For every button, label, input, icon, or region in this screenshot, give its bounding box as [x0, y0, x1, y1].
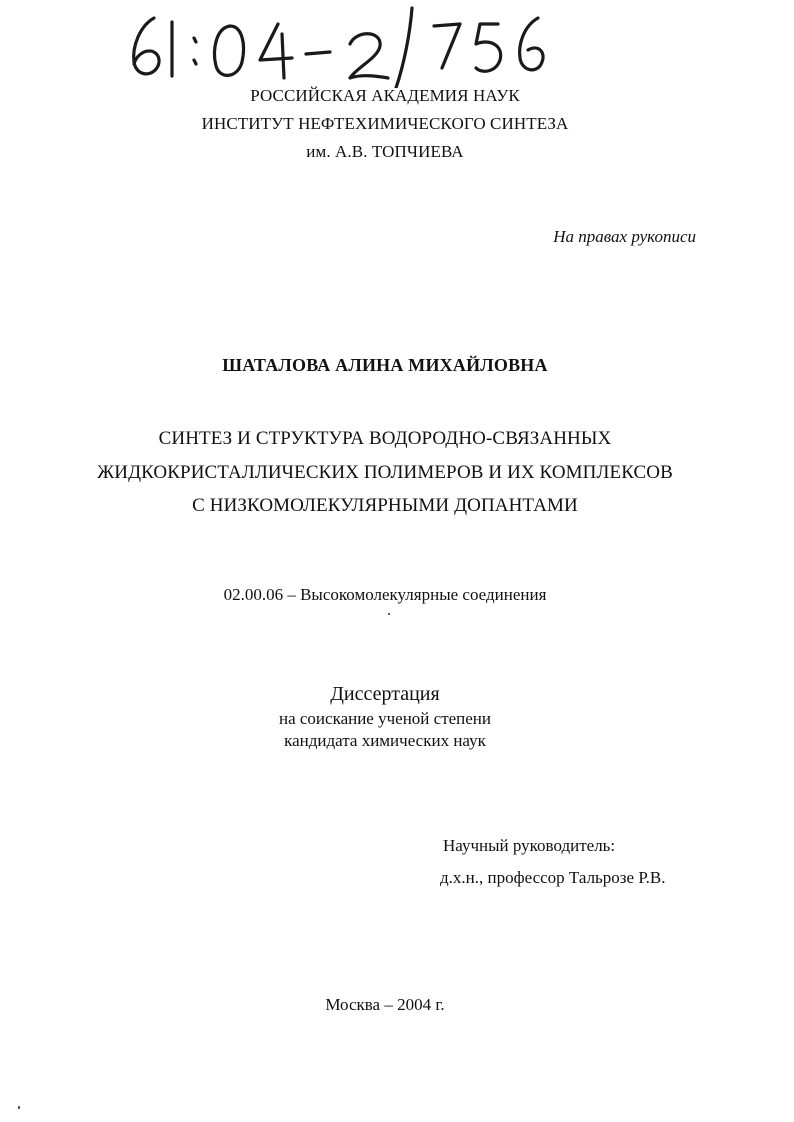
rights-note: На правах рукописи — [553, 227, 696, 246]
academy-name: РОССИЙСКАЯ АКАДЕМИЯ НАУК — [250, 86, 520, 105]
scan-speck — [18, 1106, 20, 1109]
institute-name: ИНСТИТУТ НЕФТЕХИМИЧЕСКОГО СИНТЕЗА — [201, 114, 569, 133]
degree-line-1: на соискание ученой степени — [278, 709, 492, 728]
thesis-title-line-1: СИНТЕЗ И СТРУКТУРА ВОДОРОДНО-СВЯЗАННЫХ — [158, 428, 612, 449]
thesis-title-line-3: С НИЗКОМОЛЕКУЛЯРНЫМИ ДОПАНТАМИ — [192, 495, 578, 516]
advisor-label: Научный руководитель: — [443, 836, 616, 855]
institute-named-after: им. А.В. ТОПЧИЕВА — [306, 142, 464, 161]
handwritten-catalog-number — [120, 4, 550, 88]
advisor-name: д.х.н., профессор Тальрозе Р.В. — [440, 868, 666, 887]
scan-speck — [388, 613, 390, 615]
author-name: ШАТАЛОВА АЛИНА МИХАЙЛОВНА — [222, 355, 548, 375]
thesis-title-line-2: ЖИДКОКРИСТАЛЛИЧЕСКИХ ПОЛИМЕРОВ И ИХ КОМПЛЕКСОВ — [97, 462, 673, 483]
dissertation-heading: Диссертация — [330, 683, 440, 705]
degree-line-2: кандидата химических наук — [284, 731, 486, 750]
specialty-code: 02.00.06 – Высокомолекулярные соединения — [223, 585, 547, 604]
city-year: Москва – 2004 г. — [325, 995, 445, 1014]
